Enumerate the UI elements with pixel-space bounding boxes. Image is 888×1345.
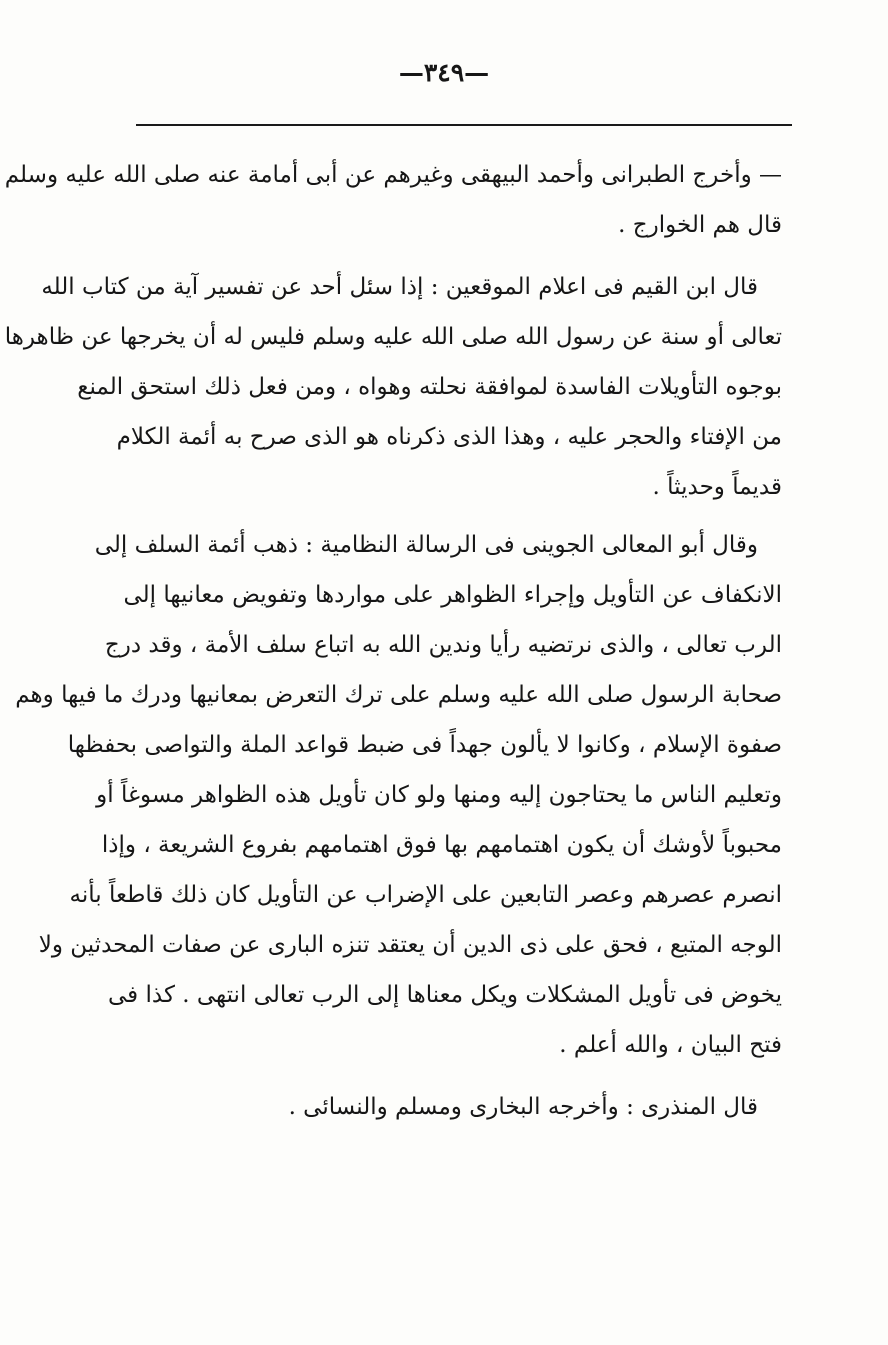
text-line: صفوة الإسلام ، وكانوا لا يألون جهداً فى ضبط قواعد الملة والتواصى بحفظها [67,732,782,758]
text-line: محبوباً لأوشك أن يكون اهتمامهم بها فوق اهتمامهم بفروع الشريعة ، وإذا [101,832,782,858]
text-line: وتعليم الناس ما يحتاجون إليه ومنها ولو كان تأويل هذه الظواهر مسوغاً أو [96,782,782,808]
text-line: يخوض فى تأويل المشكلات ويكل معناها إلى الرب تعالى انتهى . كذا فى [108,982,782,1008]
text-line: بوجوه التأويلات الفاسدة لموافقة نحلته وهواه ، ومن فعل ذلك استحق المنع [77,374,782,400]
text-line: — وأخرج الطبرانى وأحمد البيهقى وغيرهم عن أبى أمامة عنه صلى الله عليه وسلم [4,162,782,188]
text-line: فتح البيان ، والله أعلم . [559,1032,782,1058]
text-line: قال ابن القيم فى اعلام الموقعين : إذا سئل أحد عن تفسير آية من كتاب الله [41,274,758,300]
paragraph-ibn-qayyim [4,262,782,512]
text-line: من الإفتاء والحجر عليه ، وهذا الذى ذكرناه هو الذى صرح به أئمة الكلام [116,424,782,450]
text-line: الوجه المتبع ، فحق على ذى الدين أن يعتقد تنزه البارى عن صفات المحدثين ولا [38,932,782,958]
text-line: وقال أبو المعالى الجوينى فى الرسالة النظامية : ذهب أئمة السلف إلى [94,532,758,558]
paragraph-khawarij [4,150,782,250]
text-line: قديماً وحديثاً . [652,474,782,500]
text-line: تعالى أو سنة عن رسول الله صلى الله عليه وسلم فليس له أن يخرجها عن ظاهرها [4,324,782,350]
text-line: الانكفاف عن التأويل وإجراء الظواهر على مواردها وتفويض معانيها إلى [123,582,782,608]
text-line: الرب تعالى ، والذى نرتضيه رأيا وندين الله به اتباع سلف الأمة ، وقد درج [104,632,782,658]
header-rule [136,124,792,126]
text-line: قال هم الخوارج . [618,212,782,238]
text-line: انصرم عصرهم وعصر التابعين على الإضراب عن التأويل كان ذلك قاطعاً بأنه [69,882,782,908]
text-line: صحابة الرسول صلى الله عليه وسلم على ترك التعرض بمعانيها ودرك ما فيها وهم [15,682,782,708]
paragraph-mundhiri [130,1082,782,1132]
page-number: —٣٤٩— [398,58,490,87]
paragraph-juwayni [15,520,782,1070]
text-line: قال المنذرى : وأخرجه البخارى ومسلم والنسائى . [288,1094,758,1120]
